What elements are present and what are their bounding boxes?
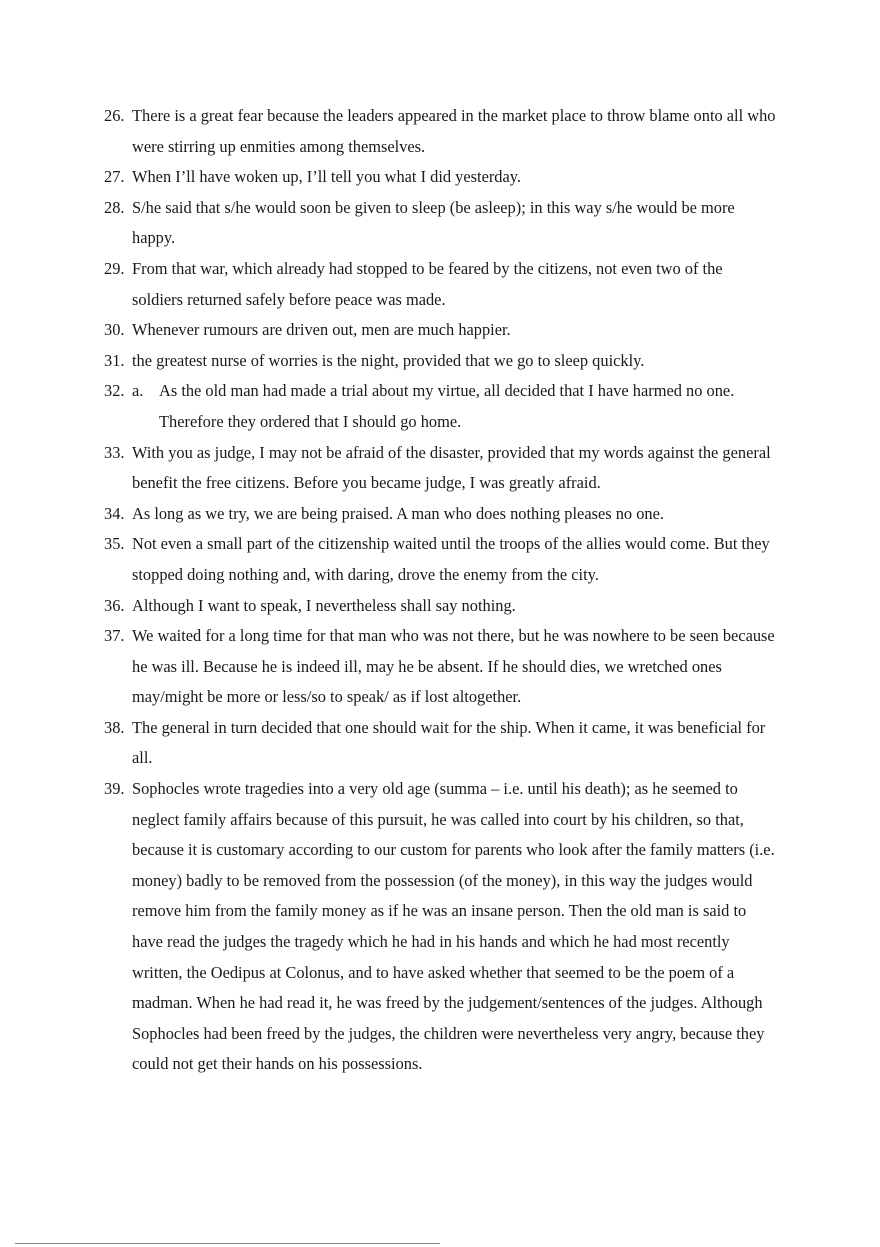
item-text: Not even a small part of the citizenship waited until the troops of the allies would come. But they stopped doing nothing and, with daring, drove the enemy from the city. (132, 534, 770, 584)
item-number: 28. (104, 197, 125, 217)
list-item-35 (104, 529, 776, 590)
list-item-33 (104, 438, 776, 499)
item-number: 38. (104, 717, 125, 737)
item-number: 27. (104, 167, 125, 187)
list-item-26 (104, 101, 776, 162)
item-number: 33. (104, 442, 125, 462)
item-text: the greatest nurse of worries is the night, provided that we go to sleep quickly. (132, 350, 645, 370)
item-number: 30. (104, 320, 125, 340)
item-text: With you as judge, I may not be afraid of the disaster, provided that my words against the general benefit the free citizens. Before you became judge, I was greatly afraid. (132, 442, 771, 493)
item-text: The general in turn decided that one should wait for the ship. When it came, it was beneficial for all. (132, 717, 766, 768)
item-text: When I’ll have woken up, I’ll tell you what I did yesterday. (132, 167, 522, 187)
item-number: 31. (104, 350, 125, 370)
item-text: As long as we try, we are being praised. A man who does nothing pleases no one. (132, 503, 664, 523)
list-item-37 (104, 621, 776, 713)
item-text: We waited for a long time for that man who was not there, but he was nowhere to be seen because he was ill. Because he is indeed ill, may he be absent. If he should dies, we wretched ones may/might be more or less/so to speak/ as if lost altogether. (132, 626, 775, 707)
item-number: 26. (104, 106, 125, 125)
list-item-27 (104, 162, 776, 193)
item-text: Although I want to speak, I nevertheless shall say nothing. (132, 595, 516, 615)
list-item-36 (104, 591, 776, 622)
list-item-30 (104, 315, 776, 346)
item-text: There is a great fear because the leaders appeared in the market place to throw blame onto all who were stirring up enmities among themselves. (132, 106, 776, 156)
item-text: Whenever rumours are driven out, men are much happier. (132, 320, 511, 340)
item-text: Sophocles wrote tragedies into a very old age (summa – i.e. until his death); as he seemed to neglect family affairs because of this pursuit, he was called into court by his children, so that, because it is customary according to our custom for parents who look after the family matters (i.e. money) badly to be removed from the possession (of the money), in this way the judges would remove him from the family money as if he was an insane person. Then the old man is said to have read the judges the tragedy which he had in his hands and which he had most recently written, the Oedipus at Colonus, and to have asked whether that seemed to be the poem of a madman. When he had read it, he was freed by the judgement/sentences of the judges. Although Sophocles had been freed by the judges, the children were nevertheless very angry, because they could not get their hands on his possessions. (132, 779, 775, 1074)
item-number: 29. (104, 258, 125, 278)
item-number: 39. (104, 779, 125, 799)
footnote-separator (15, 1243, 440, 1244)
translation-list (104, 101, 776, 1080)
item-text: From that war, which already had stopped to be feared by the citizens, not even two of the soldiers returned safely before peace was made. (132, 258, 723, 309)
item-text: As the old man had made a trial about my virtue, all decided that I have harmed no one. Therefore they ordered that I should go home. (159, 381, 735, 431)
list-item-32 (104, 376, 776, 437)
sub-item-marker: a. (132, 381, 144, 401)
item-number: 37. (104, 626, 125, 646)
item-number: 34. (104, 503, 125, 523)
list-item-34 (104, 499, 776, 530)
list-item-31 (104, 346, 776, 377)
list-item-39 (104, 774, 776, 1080)
item-number: 36. (104, 595, 125, 615)
item-number: 32. (104, 381, 125, 401)
list-item-28 (104, 193, 776, 254)
list-item-38 (104, 713, 776, 774)
item-text: S/he said that s/he would soon be given to sleep (be asleep); in this way s/he would be more happy. (132, 197, 735, 248)
item-number: 35. (104, 534, 125, 554)
list-item-29 (104, 254, 776, 315)
